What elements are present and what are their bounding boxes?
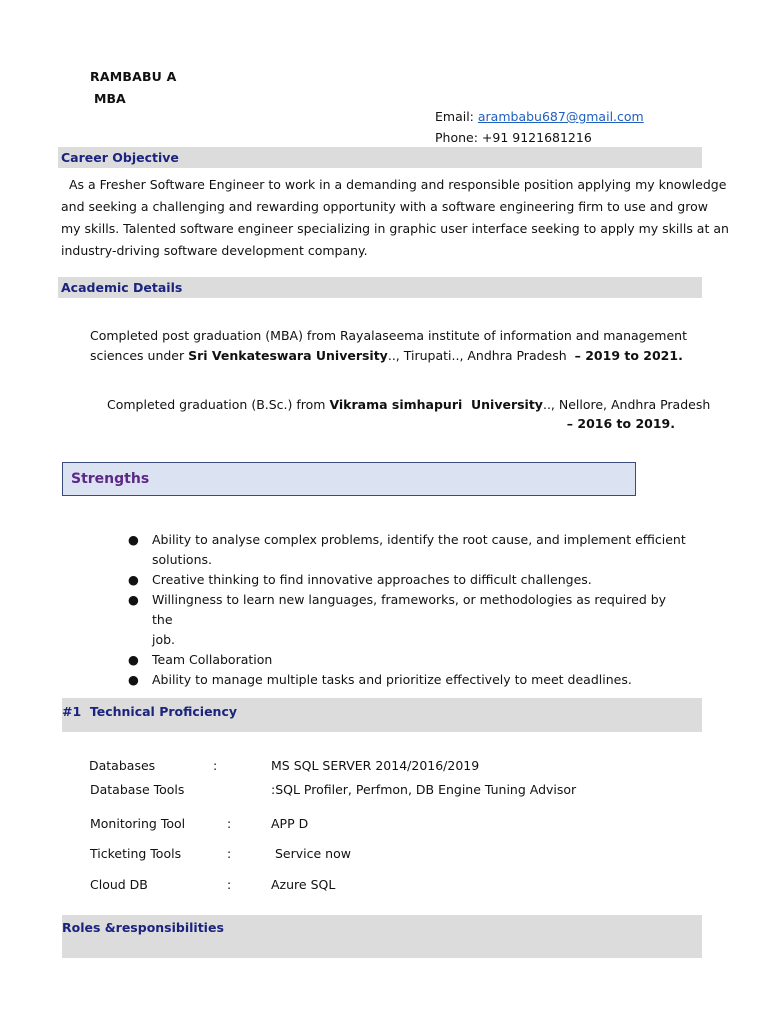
academic-details-heading: Academic Details: [61, 280, 183, 295]
list-item-text: Ability to manage multiple tasks and prioritize effectively to meet deadlines.: [152, 672, 632, 687]
tech-row-value: :SQL Profiler, Perfmon, DB Engine Tuning Advisor: [271, 782, 577, 797]
strengths-list: [128, 530, 688, 690]
pg-university: Sri Venkateswara University: [188, 348, 388, 363]
tech-row-label: Database Tools: [90, 782, 185, 797]
email-label: Email:: [435, 109, 478, 124]
tech-row-label: Monitoring Tool: [90, 816, 186, 831]
tech-row-label: Databases: [89, 758, 156, 773]
list-item: [128, 530, 688, 550]
pg-location: .., Tirupati.., Andhra Pradesh: [387, 348, 575, 363]
list-item-text: solutions.: [152, 552, 212, 567]
ug-university: Vikrama simhapuri University: [329, 397, 543, 412]
candidate-degree: MBA: [94, 91, 126, 106]
academic-details-bar: [58, 277, 702, 298]
strengths-header-box: [62, 462, 636, 496]
tech-row-separator: :: [213, 758, 218, 773]
career-line: industry-driving software development company.: [61, 243, 368, 258]
tech-row-separator: :: [227, 846, 232, 861]
list-item-continuation: [128, 550, 688, 570]
phone-label: Phone:: [435, 130, 482, 145]
tech-row-value: Service now: [271, 846, 351, 861]
list-item: [128, 670, 688, 690]
career-line: my skills. Talented software engineer specializing in graphic user interface seeking to apply my skills at an: [61, 221, 729, 236]
list-item-text: Team Collaboration: [152, 652, 273, 667]
email-row: [435, 109, 644, 124]
list-item-continuation: [128, 630, 688, 650]
phone-row: [435, 130, 592, 145]
ug-years: – 2016 to 2019.: [566, 416, 675, 431]
list-item-text: Willingness to learn new languages, frameworks, or methodologies as required by the: [152, 592, 667, 627]
list-item-text: Ability to analyse complex problems, identify the root cause, and implement efficient: [152, 532, 686, 547]
pg-years: – 2019 to 2021.: [574, 348, 683, 363]
phone-number: +91 9121681216: [481, 130, 592, 145]
tech-row-separator: :: [227, 816, 232, 831]
career-objective-text: [61, 174, 729, 262]
tech-row-value: MS SQL SERVER 2014/2016/2019: [271, 758, 480, 773]
tech-row-separator: :: [227, 877, 232, 892]
tech-row-value: Azure SQL: [271, 877, 336, 892]
pg-text: sciences under: [90, 348, 189, 363]
ug-text: Completed graduation (B.Sc.) from: [107, 397, 330, 412]
bullet-icon: ●: [128, 672, 139, 687]
roles-responsibilities-heading: Roles &responsibilities: [62, 920, 224, 935]
tech-row-label: Cloud DB: [90, 877, 148, 892]
list-item-text: job.: [152, 632, 176, 647]
career-objective-heading: Career Objective: [61, 150, 179, 165]
bullet-icon: ●: [128, 572, 139, 587]
pg-line-2: [90, 348, 683, 363]
pg-line-1: Completed post graduation (MBA) from Rayalaseema institute of information and management: [90, 328, 687, 343]
career-line: and seeking a challenging and rewarding opportunity with a software engineering firm to use and grow: [61, 199, 708, 214]
bullet-icon: ●: [128, 592, 139, 607]
career-line: As a Fresher Software Engineer to work in a demanding and responsible position applying my knowledge: [61, 177, 727, 192]
tech-row-label: Ticketing Tools: [90, 846, 182, 861]
career-objective-bar: [58, 147, 702, 168]
bullet-icon: ●: [128, 652, 139, 667]
roles-responsibilities-bar: [62, 915, 702, 958]
list-item-text: Creative thinking to find innovative approaches to difficult challenges.: [152, 572, 592, 587]
list-item: [128, 570, 688, 590]
tech-row-value: APP D: [271, 816, 309, 831]
email-link[interactable]: arambabu687@gmail.com: [477, 109, 644, 124]
strengths-heading: Strengths: [71, 471, 150, 487]
ug-location: .., Nellore, Andhra Pradesh: [542, 397, 711, 412]
bullet-icon: ●: [128, 532, 139, 547]
list-item: [128, 650, 688, 670]
list-item: [128, 590, 688, 630]
technical-proficiency-bar: [62, 698, 702, 732]
technical-proficiency-heading: #1 Technical Proficiency: [62, 704, 237, 719]
candidate-name: RAMBABU A: [90, 69, 177, 84]
ug-line-1: [107, 397, 710, 412]
